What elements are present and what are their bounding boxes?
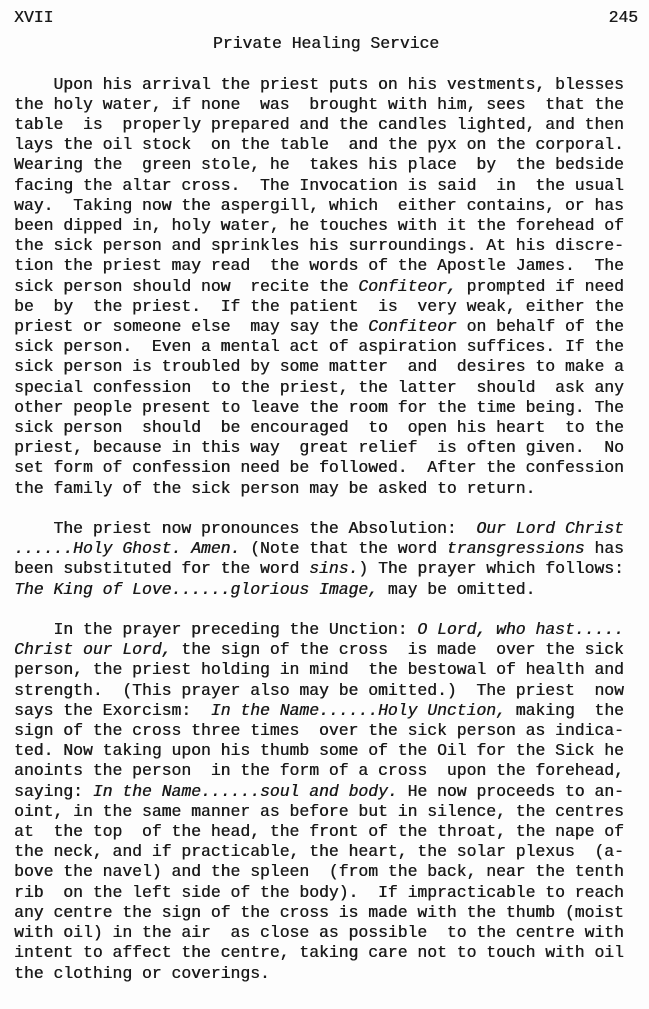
text-segment: on behalf of the	[456, 317, 624, 337]
text-line	[14, 196, 638, 216]
text-segment: sick person. Even a mental act of aspiration suffices. If the	[14, 337, 624, 357]
text-line	[14, 782, 638, 802]
text-line	[14, 539, 638, 559]
text-segment: (Note that the word	[240, 539, 447, 559]
italic-text-segment: In the Name......Holy Unction,	[210, 700, 506, 720]
paragraph	[14, 75, 638, 499]
text-segment: sick person should now recite the	[14, 276, 359, 296]
text-line	[14, 923, 638, 943]
text-line	[14, 256, 638, 276]
text-segment: priest or someone else may say the	[14, 317, 369, 337]
text-segment: sick person is troubled by some matter and desires to make a	[14, 357, 624, 377]
text-line	[14, 802, 638, 822]
text-line	[14, 681, 638, 701]
text-line	[14, 701, 638, 721]
text-line	[14, 357, 638, 377]
page-header	[14, 8, 638, 28]
italic-text-segment: transgressions	[446, 539, 585, 559]
text-segment: the holy water, if none was brought with him, sees that the	[14, 94, 624, 114]
text-line	[14, 479, 638, 499]
text-line	[14, 216, 638, 236]
text-line	[14, 519, 638, 539]
text-segment: priest, because in this way great relief is often given. No	[14, 438, 624, 458]
text-line	[14, 277, 638, 297]
text-line	[14, 458, 638, 478]
text-segment: The priest now pronounces the Absolution:	[14, 519, 477, 539]
italic-text-segment: The King of Love......glorious Image,	[14, 579, 378, 599]
italic-text-segment: In the Name......soul and body.	[92, 781, 398, 801]
paragraph	[14, 620, 638, 984]
text-line	[14, 115, 638, 135]
text-segment: prompted if need	[456, 276, 624, 296]
text-segment: been substituted for the word	[14, 559, 310, 579]
text-line	[14, 903, 638, 923]
text-segment: sick person should be encouraged to open his heart to the	[14, 418, 624, 438]
text-line	[14, 559, 638, 579]
text-line	[14, 842, 638, 862]
text-segment: person, the priest holding in mind the bestowal of health and	[14, 660, 624, 680]
text-segment: been dipped in, holy water, he touches with it the forehead of	[14, 216, 624, 236]
text-segment: tion the priest may read the words of the Apostle James. The	[14, 256, 624, 276]
text-segment: ) The prayer which follows:	[358, 559, 624, 579]
document-body	[14, 75, 638, 984]
text-segment: set form of confession need be followed. After the confession	[14, 458, 624, 478]
italic-text-segment: Confiteor,	[358, 276, 457, 296]
text-segment: the neck, and if practicable, the heart, the solar plexus (a-	[14, 842, 624, 862]
text-line	[14, 135, 638, 155]
text-segment: table is properly prepared and the candles lighted, and then	[14, 115, 624, 134]
page-number: 245	[608, 8, 638, 27]
text-segment: the family of the sick person may be asked to return.	[14, 478, 536, 498]
italic-text-segment: ......Holy Ghost. Amen.	[14, 539, 241, 559]
text-segment: with oil) in the air as close as possible to the centre with	[14, 923, 624, 943]
text-line	[14, 297, 638, 317]
text-segment: be by the priest. If the patient is very weak, either the	[14, 296, 624, 316]
text-line	[14, 75, 638, 95]
text-line	[14, 943, 638, 963]
text-line	[14, 741, 638, 761]
italic-text-segment: Christ our Lord,	[14, 640, 172, 660]
text-segment: special confession to the priest, the latter should ask any	[14, 377, 624, 397]
text-line	[14, 721, 638, 741]
text-line	[14, 378, 638, 398]
text-segment: lays the oil stock on the table and the pyx on the corporal.	[14, 135, 624, 155]
text-segment: ted. Now taking upon his thumb some of the Oil for the Sick he	[14, 741, 624, 761]
italic-text-segment: Our Lord Christ	[476, 519, 624, 539]
text-segment: facing the altar cross. The Invocation is said in the usual	[14, 175, 624, 195]
text-line	[14, 317, 638, 337]
text-segment: making the	[505, 700, 624, 720]
text-segment: at the top of the head, the front of the throat, the nape of	[14, 822, 624, 842]
paragraph	[14, 519, 638, 600]
text-segment: bove the navel) and the spleen (from the back, near the tenth	[14, 862, 624, 882]
text-segment: the sick person and sprinkles his surroundings. At his discre-	[14, 236, 624, 256]
text-segment: any centre the sign of the cross is made with the thumb (moist	[14, 902, 624, 922]
chapter-number: XVII	[14, 8, 54, 27]
text-line	[14, 95, 638, 115]
text-segment: sign of the cross three times over the sick person as indica-	[14, 721, 624, 741]
text-segment: has	[584, 539, 624, 559]
text-segment: may be omitted.	[377, 579, 536, 599]
text-line	[14, 822, 638, 842]
italic-text-segment: O Lord, who hast.....	[417, 620, 624, 640]
text-segment: intent to affect the centre, taking care not to touch with oil	[14, 943, 624, 963]
text-line	[14, 236, 638, 256]
text-segment: saying:	[14, 781, 93, 801]
text-line	[14, 862, 638, 882]
text-line	[14, 176, 638, 196]
text-segment: In the prayer preceding the Unction:	[14, 620, 418, 640]
text-segment: the sign of the cross is made over the sick	[171, 640, 624, 660]
text-line	[14, 640, 638, 660]
text-line	[14, 883, 638, 903]
text-segment: strength. (This prayer also may be omitted.) The priest now	[14, 680, 624, 700]
text-line	[14, 580, 638, 600]
text-segment: Upon his arrival the priest puts on his vestments, blesses	[14, 74, 624, 94]
text-segment: way. Taking now the aspergill, which either contains, or has	[14, 195, 624, 215]
text-line	[14, 398, 638, 418]
text-segment: says the Exorcism:	[14, 700, 211, 720]
text-segment: oint, in the same manner as before but in silence, the centres	[14, 801, 624, 821]
italic-text-segment: sins.	[309, 559, 359, 579]
text-segment: He now proceeds to an-	[397, 781, 624, 801]
text-segment: Wearing the green stole, he takes his place by the bedside	[14, 155, 624, 175]
text-line	[14, 964, 638, 984]
text-line	[14, 155, 638, 175]
text-segment: anoints the person in the form of a cross upon the forehead,	[14, 761, 624, 781]
text-segment: the clothing or coverings.	[14, 963, 270, 983]
text-line	[14, 438, 638, 458]
text-line	[14, 761, 638, 781]
text-segment: other people present to leave the room for the time being. The	[14, 397, 624, 417]
text-line	[14, 337, 638, 357]
text-line	[14, 418, 638, 438]
page-title: Private Healing Service	[212, 34, 440, 54]
italic-text-segment: Confiteor	[368, 317, 457, 337]
text-line	[14, 620, 638, 640]
text-segment: rib on the left side of the body). If impracticable to reach	[14, 882, 624, 902]
text-line	[14, 660, 638, 680]
